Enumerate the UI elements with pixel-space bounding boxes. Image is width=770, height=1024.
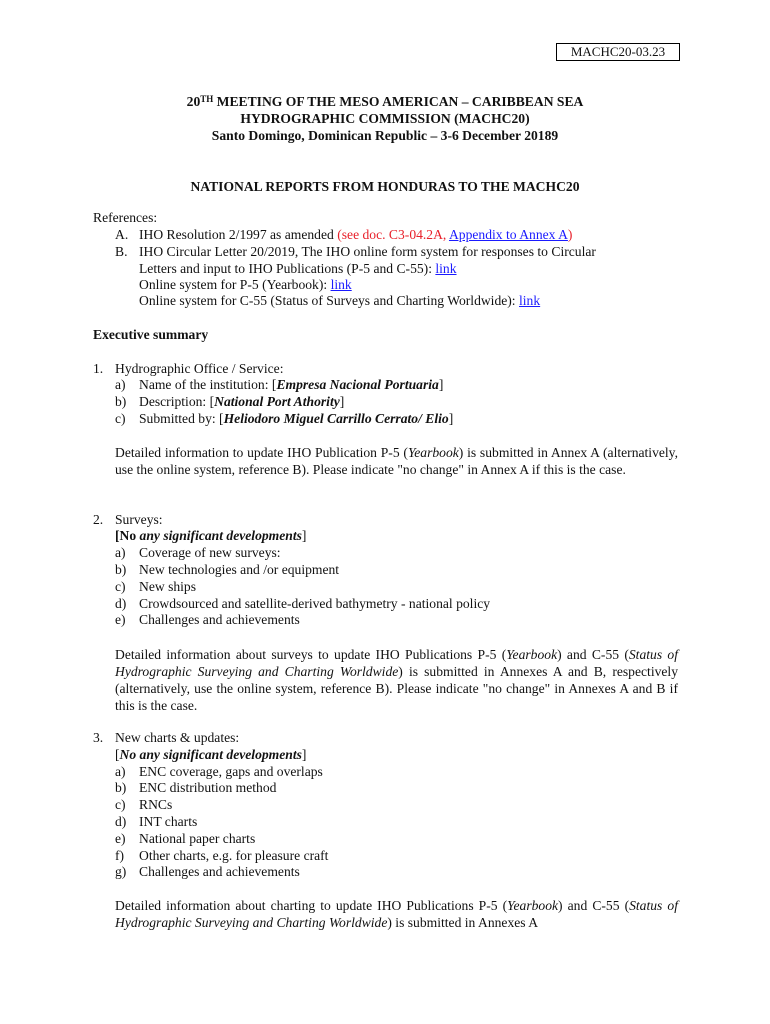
- item-label: c): [115, 411, 126, 426]
- item-label: e): [115, 612, 126, 627]
- document-reference-box: MACHC20-03.23: [556, 43, 680, 61]
- section1-item-c: [115, 411, 453, 427]
- section2-title-text: Surveys:: [115, 512, 163, 527]
- item-label: e): [115, 831, 126, 846]
- item-text: Challenges and achievements: [139, 612, 300, 627]
- para-text: ) is submitted in Annex A (alternatively, use the online system, reference B). Please indicate "no change" in Annex A if this is the case.: [115, 445, 678, 477]
- section2-note: [115, 528, 306, 544]
- note-close: ]: [301, 747, 307, 762]
- item-label: a): [115, 377, 126, 392]
- list-item: [115, 780, 276, 796]
- item-label: d): [115, 814, 127, 829]
- item-label: b): [115, 394, 127, 409]
- item-text: Other charts, e.g. for pleasure craft: [139, 848, 329, 863]
- report-heading: NATIONAL REPORTS FROM HONDURAS TO THE MACHC20: [190, 179, 580, 194]
- item-label: f): [115, 848, 125, 863]
- title-ordinal-suffix: TH: [200, 94, 214, 104]
- note-text: any significant developments: [139, 528, 302, 543]
- reference-a-red-text: (see doc. C3-04.2A,: [337, 227, 449, 242]
- item-label: c): [115, 579, 126, 594]
- reference-a-close: ): [567, 227, 573, 242]
- reference-b-line4: [139, 293, 540, 309]
- reference-b-text3: Online system for P-5 (Yearbook):: [139, 277, 331, 292]
- item-text: ENC distribution method: [139, 780, 277, 795]
- section3-paragraph: [115, 897, 678, 931]
- list-item: [115, 579, 196, 595]
- section1-number: 1.: [93, 361, 104, 376]
- list-item: [115, 864, 300, 880]
- list-item: [115, 831, 255, 847]
- para-text: Detailed information about surveys to update IHO Publications P-5 (: [115, 647, 507, 662]
- meeting-location-date: Santo Domingo, Dominican Republic – 3-6 December 20189: [211, 128, 559, 143]
- submitter-name: Heliodoro Miguel Carrillo Cerrato/ Elio: [223, 411, 449, 426]
- item-close: ]: [448, 411, 454, 426]
- item-close: ]: [438, 377, 444, 392]
- para-text: ) and C-55 (: [557, 647, 629, 662]
- reference-b-line3: [139, 277, 352, 293]
- item-text: New technologies and /or equipment: [139, 562, 340, 577]
- section3-number: 3.: [93, 730, 104, 745]
- para-text: Detailed information about charting to update IHO Publications P-5 (: [115, 898, 508, 913]
- circular-letter-link[interactable]: link: [435, 261, 457, 276]
- section3-title-text: New charts & updates:: [115, 730, 240, 745]
- note-text: No any significant developments: [119, 747, 302, 762]
- item-text: RNCs: [139, 797, 173, 812]
- reference-b-text4: Online system for C-55 (Status of Surveys and Charting Worldwide):: [139, 293, 519, 308]
- reference-b-line2: [139, 261, 457, 277]
- para-italic: Yearbook: [407, 445, 459, 460]
- section2-title: [93, 512, 163, 528]
- para-italic: Yearbook: [506, 647, 558, 662]
- appendix-link[interactable]: Appendix to Annex A: [448, 227, 568, 242]
- note-open: [No: [115, 528, 140, 543]
- section1-item-a: [115, 377, 443, 393]
- reference-b-line1: [115, 244, 596, 260]
- para-text: ) and C-55 (: [558, 898, 630, 913]
- executive-summary-heading: Executive summary: [93, 327, 209, 342]
- item-close: ]: [339, 394, 345, 409]
- item-label: g): [115, 864, 127, 879]
- item-text: ENC coverage, gaps and overlaps: [139, 764, 323, 779]
- reference-b-label: B.: [115, 244, 128, 259]
- section3-note: [115, 747, 306, 763]
- c55-online-link[interactable]: link: [519, 293, 541, 308]
- section2-paragraph: [115, 646, 678, 714]
- reference-b-text2: Letters and input to IHO Publications (P-5 and C-55):: [139, 261, 436, 276]
- item-text: Coverage of new surveys:: [139, 545, 281, 560]
- section1-paragraph: [115, 444, 678, 478]
- meeting-title-line1: [90, 93, 680, 110]
- item-text: Name of the institution: [: [139, 377, 277, 392]
- list-item: [115, 612, 300, 628]
- section1-title: [93, 361, 283, 377]
- item-text: Crowdsourced and satellite-derived bathymetry - national policy: [139, 596, 491, 611]
- item-text: Description: [: [139, 394, 215, 409]
- list-item: [115, 797, 172, 813]
- section1-title-text: Hydrographic Office / Service:: [115, 361, 284, 376]
- section2-number: 2.: [93, 512, 104, 527]
- item-label: a): [115, 764, 126, 779]
- item-text: Challenges and achievements: [139, 864, 300, 879]
- item-label: b): [115, 780, 127, 795]
- para-text: ) is submitted in Annexes A: [387, 915, 539, 930]
- list-item: [115, 764, 323, 780]
- note-open: [: [115, 747, 120, 762]
- list-item: [115, 596, 490, 612]
- item-label: a): [115, 545, 126, 560]
- note-close: ]: [301, 528, 307, 543]
- reference-a-label: A.: [115, 227, 129, 242]
- reference-b-text1: IHO Circular Letter 20/2019, The IHO online form system for responses to Circular: [139, 244, 596, 259]
- section1-item-b: [115, 394, 344, 410]
- para-italic: Status of Hydrographic Surveying and Charting Worldwide: [115, 647, 678, 679]
- para-italic: Yearbook: [507, 898, 559, 913]
- list-item: [115, 562, 339, 578]
- item-label: c): [115, 797, 126, 812]
- list-item: [115, 814, 197, 830]
- item-text: Submitted by: [: [139, 411, 224, 426]
- section3-title: [93, 730, 239, 746]
- institution-name: Empresa Nacional Portuaria: [276, 377, 439, 392]
- p5-online-link[interactable]: link: [330, 277, 352, 292]
- para-text: Detailed information to update IHO Publication P-5 (: [115, 445, 408, 460]
- item-text: INT charts: [139, 814, 198, 829]
- list-item: [115, 545, 281, 561]
- para-text: ) is submitted in Annexes A and B, respectively (alternatively, use the online system, reference B). Please indicate "no change" in Annexes A and B if this is the case.: [115, 664, 678, 713]
- reference-a-text: IHO Resolution 2/1997 as amended: [139, 227, 338, 242]
- item-text: National paper charts: [139, 831, 256, 846]
- para-italic: Status of Hydrographic Surveying and Charting Worldwide: [115, 898, 678, 930]
- title-ordinal: 20: [186, 94, 201, 109]
- meeting-title-line2: HYDROGRAPHIC COMMISSION (MACHC20): [240, 111, 530, 126]
- item-text: New ships: [139, 579, 197, 594]
- reference-a: [115, 227, 572, 243]
- institution-description: National Port Athority: [214, 394, 340, 409]
- item-label: b): [115, 562, 127, 577]
- item-label: d): [115, 596, 127, 611]
- references-label: References:: [93, 210, 158, 225]
- list-item: [115, 848, 328, 864]
- title-line1-text: MEETING OF THE MESO AMERICAN – CARIBBEAN SEA: [213, 94, 584, 109]
